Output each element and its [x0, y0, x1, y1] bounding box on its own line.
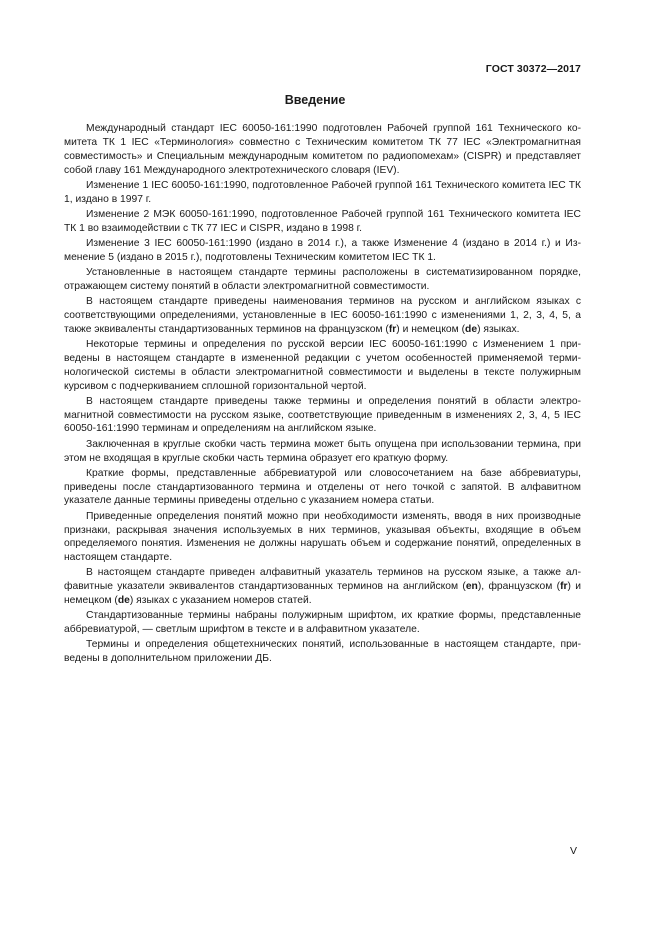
bold-language-code: fr — [560, 581, 568, 593]
paragraph — [64, 467, 581, 509]
paragraph-text: В настоящем стандарте приведен алфавитный указатель терминов на русском языке, а также алфавитные указатели эквивалентов стандартизованных терминов на английском ( — [64, 567, 581, 593]
paragraph — [64, 179, 581, 207]
introduction-body — [64, 122, 581, 668]
paragraph — [64, 295, 581, 337]
bold-language-code: de — [465, 323, 478, 335]
paragraph — [64, 208, 581, 236]
paragraph — [64, 566, 581, 608]
paragraph-text: В настоящем стандарте приведены наименования терминов на русском и английском языках с соответствующими определениями, установленные в IEC 60050-161:1990 с изменениями 1, 2, 3, 4, 5, а также эквиваленты стандартизованных терминов на французском ( — [64, 296, 581, 335]
bold-language-code: de — [117, 595, 130, 607]
paragraph-text: Заключенная в круглые скобки часть термина может быть опущена при использовании термина, при этом не входящая в круглые скобки часть термина образует его краткую форму. — [64, 438, 581, 464]
paragraph-text: Изменение 3 IEC 60050-161:1990 (издано в 2014 г.), а также Изменение 4 (издано в 2014 г.) и Изменение 5 (издано в 2015 г.), подготовлены Техническим комитетом IEC ТК 1. — [64, 237, 581, 263]
document-code: ГОСТ 30372—2017 — [485, 63, 581, 75]
paragraph-text: ) языках с указанием номеров статей. — [129, 595, 312, 607]
paragraph-text: ) и немецком ( — [64, 581, 582, 607]
paragraph-text: В настоящем стандарте приведены также термины и определения понятий в области электромагнитной совместимости на русском языке, соответствующие приведенным в изменениях 2, 3, 4, 5 IEC 60050-161:1990 терминам и определениям на английском языке. — [64, 395, 581, 435]
paragraph — [64, 438, 581, 466]
paragraph-text: ) языках. — [477, 323, 520, 335]
paragraph — [64, 237, 581, 265]
paragraph-text: Изменение 1 IEC 60050-161:1990, подготовленное Рабочей группой 161 Технического комитета IEC ТК 1, издано в 1997 г. — [64, 179, 581, 205]
paragraph-text: ), французском ( — [477, 581, 561, 593]
paragraph — [64, 638, 581, 666]
bold-language-code: en — [465, 581, 478, 593]
paragraph — [64, 395, 581, 437]
paragraph-text: Международный стандарт IEC 60050-161:1990 подготовлен Рабочей группой 161 Технического комитета ТК 1 IEC «Терминология» совместно с Техническим комитетом ТК 77 IEC «Электромагнитная совместимость» и Специальным международным комитетом по радиопомехам» (CISPR) и представляет собой главу 161 Международного электротехнического словаря (IEV). — [64, 123, 581, 176]
paragraph-text: Установленные в настоящем стандарте термины расположены в систематизированном порядке, отражающем систему понятий в области электромагнитной совместимости. — [64, 267, 581, 292]
paragraph-text: Изменение 2 МЭК 60050-161:1990, подготовленное Рабочей группой 161 Технического комитета IEC ТК 1 во взаимодействии с ТК 77 IEC и CISPR, издано в 1998 г. — [64, 208, 581, 234]
paragraph-text: Стандартизованные термины набраны полужирным шрифтом, их краткие формы, представленные аббревиатурой, — светлым шрифтом в тексте и в алфавитном указателе. — [64, 610, 581, 636]
bold-language-code: fr — [388, 323, 397, 335]
page-number: V — [569, 845, 577, 857]
paragraph — [64, 122, 581, 177]
paragraph-text: Приведенные определения понятий можно при необходимости изменять, вводя в них производные признаки, раскрывая значения используемых в них терминов, указывая объекты, входящие в объем определяемого понятия. Изменения не должны нарушать объем и содержание понятий, определенных в настоящем стандарте. — [64, 510, 581, 564]
paragraph-text: ) и немецком ( — [396, 323, 466, 335]
paragraph-text: Термины и определения общетехнических понятий, использованные в настоящем стандарте, приведены в дополнительном приложении ДБ. — [64, 639, 581, 665]
paragraph — [64, 609, 581, 637]
paragraph — [64, 510, 581, 565]
paragraph — [64, 338, 581, 393]
paragraph-text: Некоторые термины и определения по русской версии IEC 60050-161:1990 с Изменением 1 приведены в настоящем стандарте в измененной редакции с учетом особенностей применяемой терминологической системы в области электромагнитной совместимости и выделены в тексте полужирным курсивом с подчеркиванием сплошной горизонтальной чертой. — [64, 339, 581, 392]
section-title: Введение — [284, 93, 346, 107]
paragraph — [64, 266, 581, 294]
paragraph-text: Краткие формы, представленные аббревиатурой или словосочетанием на базе аббревиатуры, приведены после стандартизованного термина и отделены от него точкой с запятой. В алфавитном указателе данные термины приведены отдельно с указанием номера статьи. — [64, 467, 581, 507]
